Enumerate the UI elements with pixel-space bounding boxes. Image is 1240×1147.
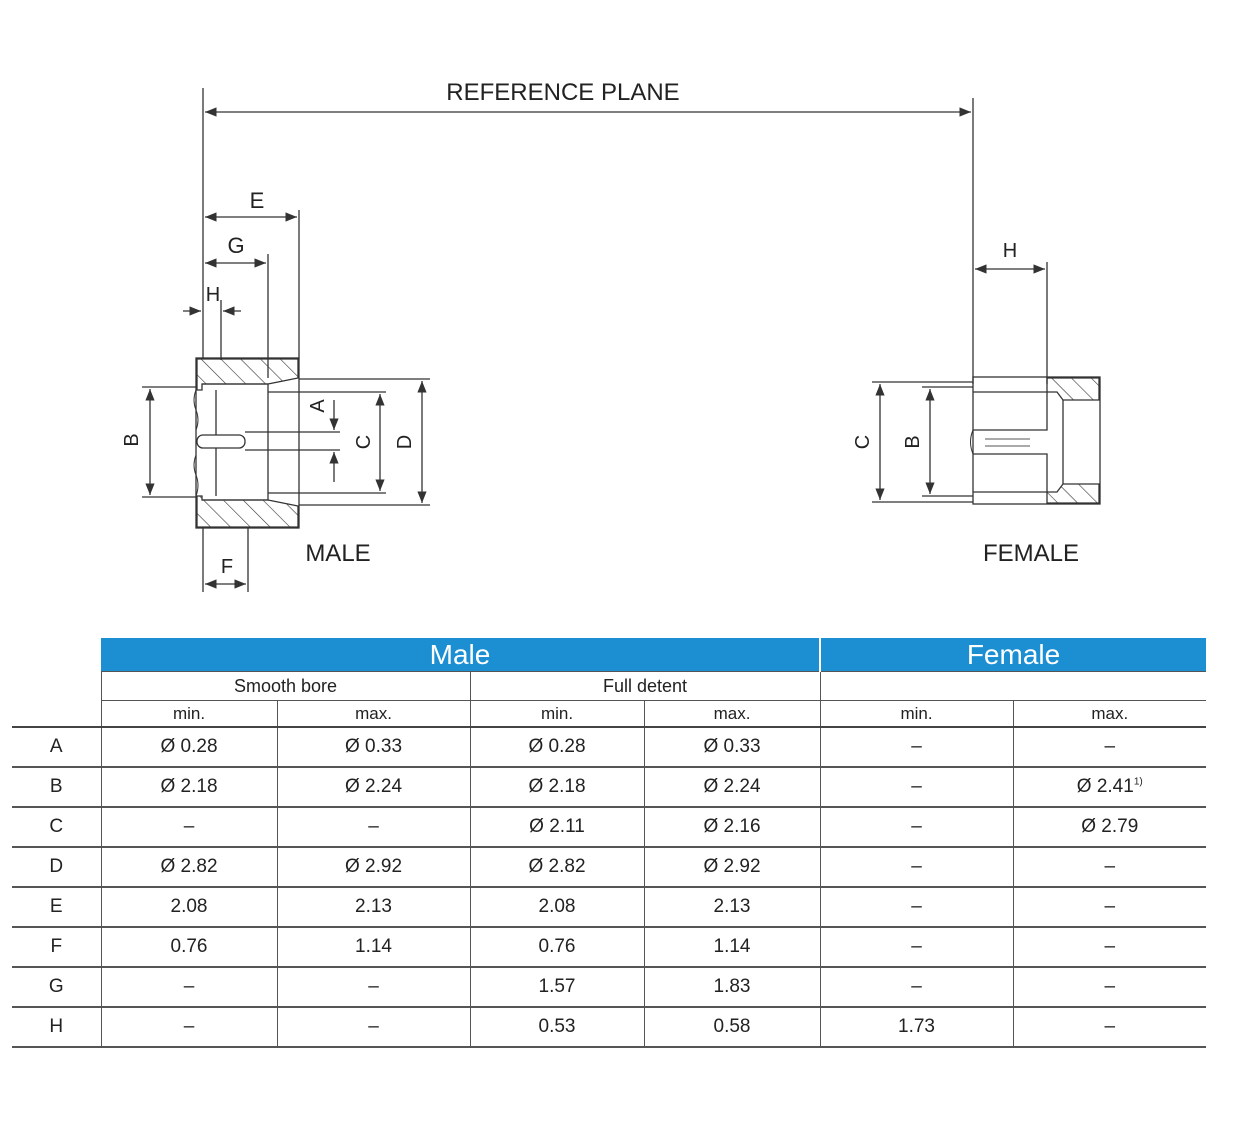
table-row	[12, 967, 1206, 1007]
cell-value: Ø 2.41	[1076, 776, 1134, 797]
table-cell: –	[820, 767, 1013, 807]
table-row	[12, 807, 1206, 847]
table-cell: –	[820, 807, 1013, 847]
label-a-male: A	[307, 399, 329, 413]
table-cell: Ø 2.11	[470, 807, 644, 847]
table-cell: 1.14	[277, 927, 470, 967]
table-cell: 0.76	[101, 927, 277, 967]
table-cell: Ø 2.18	[470, 767, 644, 807]
table-cell: 2.08	[470, 887, 644, 927]
col-max: max.	[1013, 701, 1206, 728]
table-cell-footnoted	[1013, 767, 1206, 807]
table-cell: 0.76	[470, 927, 644, 967]
table-cell: –	[277, 1007, 470, 1047]
label-h-female: H	[1002, 240, 1018, 262]
row-label: C	[12, 807, 101, 847]
table-cell: –	[1013, 927, 1206, 967]
table-row	[12, 1007, 1206, 1047]
row-label: H	[12, 1007, 101, 1047]
table-cell: –	[820, 847, 1013, 887]
table-cell: 1.57	[470, 967, 644, 1007]
table-cell: Ø 0.28	[101, 727, 277, 767]
table-row	[12, 927, 1206, 967]
table-corner-3	[12, 701, 101, 728]
table-cell: Ø 2.24	[277, 767, 470, 807]
table-cell: 1.83	[644, 967, 820, 1007]
group-header-female: Female	[820, 638, 1206, 672]
label-c-male: C	[353, 434, 375, 450]
row-label: E	[12, 887, 101, 927]
subheader-female-empty	[820, 672, 1206, 701]
table-cell: Ø 2.82	[101, 847, 277, 887]
table-cell: 1.73	[820, 1007, 1013, 1047]
col-max: max.	[277, 701, 470, 728]
table-cell: –	[277, 967, 470, 1007]
table-cell: Ø 0.33	[644, 727, 820, 767]
table-corner	[12, 638, 101, 672]
table-row	[12, 887, 1206, 927]
label-e-male: E	[249, 188, 265, 213]
table-cell: Ø 2.82	[470, 847, 644, 887]
row-label: B	[12, 767, 101, 807]
table-cell: 1.14	[644, 927, 820, 967]
col-min: min.	[470, 701, 644, 728]
table-cell: –	[1013, 967, 1206, 1007]
label-b-female: B	[902, 435, 924, 449]
table-cell: Ø 2.24	[644, 767, 820, 807]
table-cell: –	[820, 967, 1013, 1007]
label-f-male: F	[220, 556, 234, 578]
table-cell: 0.53	[470, 1007, 644, 1047]
table-cell: –	[277, 807, 470, 847]
male-label: MALE	[305, 540, 371, 567]
row-label: A	[12, 727, 101, 767]
table-cell: –	[101, 1007, 277, 1047]
table-cell: 2.08	[101, 887, 277, 927]
table-cell: –	[101, 807, 277, 847]
table-cell: Ø 2.92	[277, 847, 470, 887]
table-row	[12, 767, 1206, 807]
col-min: min.	[101, 701, 277, 728]
table-cell: Ø 2.79	[1013, 807, 1206, 847]
table-cell: –	[820, 727, 1013, 767]
table-cell: Ø 2.92	[644, 847, 820, 887]
male-section-hatch	[194, 359, 298, 527]
table-row	[12, 727, 1206, 767]
table-cell: –	[1013, 727, 1206, 767]
table-cell: –	[101, 967, 277, 1007]
table-cell: 0.58	[644, 1007, 820, 1047]
table-cell: Ø 2.18	[101, 767, 277, 807]
table-cell: 2.13	[644, 887, 820, 927]
subheader-smooth-bore: Smooth bore	[101, 672, 470, 701]
row-label: G	[12, 967, 101, 1007]
reference-plane-label: REFERENCE PLANE	[446, 79, 680, 106]
table-cell: –	[1013, 847, 1206, 887]
table-cell: –	[820, 927, 1013, 967]
label-b-male: B	[121, 433, 143, 447]
label-c-female: C	[852, 434, 874, 450]
table-cell: 2.13	[277, 887, 470, 927]
col-min: min.	[820, 701, 1013, 728]
subheader-full-detent: Full detent	[470, 672, 820, 701]
table-cell: Ø 2.16	[644, 807, 820, 847]
footnote-marker: 1)	[1133, 776, 1143, 788]
col-max: max.	[644, 701, 820, 728]
male-pin	[197, 435, 245, 448]
row-label: D	[12, 847, 101, 887]
label-d-male: D	[394, 434, 416, 450]
table-cell: –	[820, 887, 1013, 927]
row-label: F	[12, 927, 101, 967]
table-cell: Ø 0.33	[277, 727, 470, 767]
table-row	[12, 847, 1206, 887]
female-section-hatch	[971, 378, 1100, 503]
table-cell: Ø 0.28	[470, 727, 644, 767]
dimension-table	[12, 638, 1206, 1048]
table-cell: –	[1013, 887, 1206, 927]
group-header-male: Male	[101, 638, 820, 672]
label-g-male: G	[227, 233, 245, 258]
table-cell: –	[1013, 1007, 1206, 1047]
label-h-male: H	[205, 284, 221, 306]
table-corner-2	[12, 672, 101, 701]
female-label: FEMALE	[982, 540, 1080, 567]
